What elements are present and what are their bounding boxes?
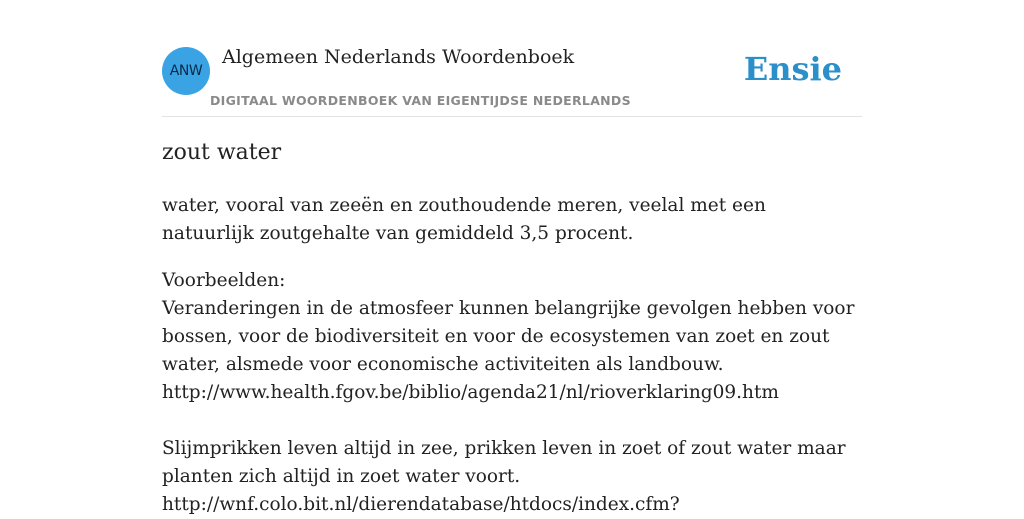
site-title[interactable]: Algemeen Nederlands Woordenboek [222,46,575,68]
example-text: Veranderingen in de atmosfeer kunnen belangrijke gevolgen hebben voor bossen, voor de biodiversiteit en voor de ecosystemen van zoet en zout water, alsmede voor economische activiteiten als landbouw. [162,298,855,375]
entry-term: zout water [162,140,282,165]
example-source: http://wnf.colo.bit.nl/dierendatabase/htdocs/index.cfm? [162,494,680,515]
entry-definition: water, vooral van zeeën en zouthoudende meren, veelal met een natuurlijk zoutgehalte van gemiddeld 3,5 procent. [162,195,766,244]
page [162,0,862,515]
examples-section [162,267,872,519]
examples-heading: Voorbeelden: [162,270,286,291]
example-text: Slijmprikken leven altijd in zee, prikken leven in zoet of zout water maar planten zich altijd in zoet water voort. [162,438,846,487]
site-header [162,0,862,117]
site-subtitle: DIGITAAL WOORDENBOEK VAN EIGENTIJDSE NEDERLANDS [210,93,631,108]
ensie-brand-link[interactable]: Ensie [743,50,842,88]
anw-logo[interactable]: ANW [162,47,210,95]
example-source: http://www.health.fgov.be/biblio/agenda21/nl/rioverklaring09.htm [162,382,779,403]
example-spacer [162,407,872,435]
